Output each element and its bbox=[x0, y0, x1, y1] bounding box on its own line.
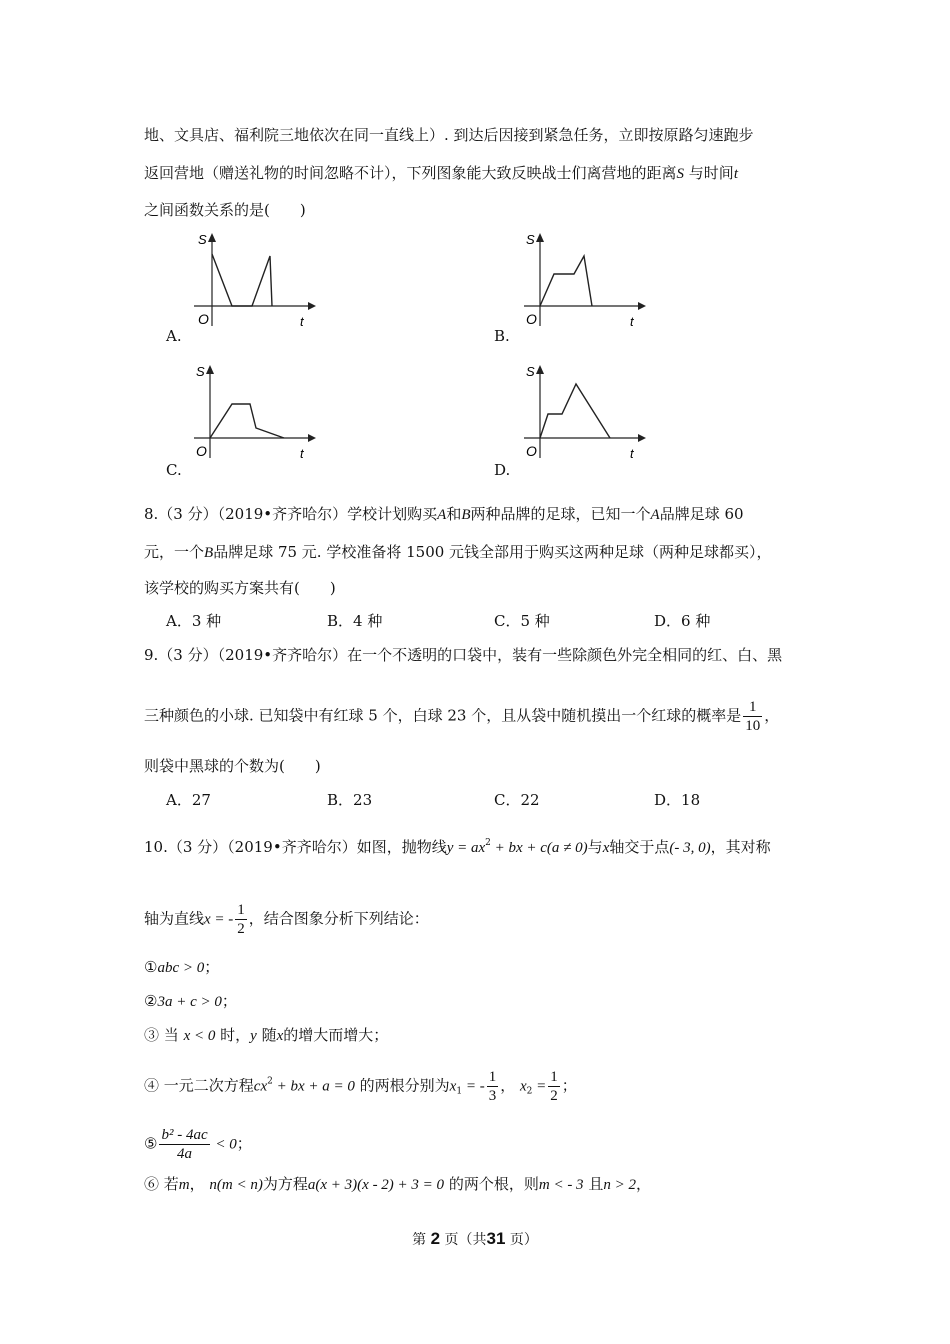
q8-option-a: A．3 种 bbox=[166, 612, 222, 630]
axis-x-label: t bbox=[300, 314, 304, 329]
graph-b bbox=[510, 230, 650, 330]
q10-conclusion-5: ⑤ $\frac{\text{b² - 4ac}}{4a}$ < 0； bbox=[144, 1127, 252, 1162]
q7-line-2: 返回营地（赠送礼物的时间忽略不计），下列图象能大致反映战士们离营地的距离S 与时间t bbox=[144, 164, 738, 182]
q8-line-2: 元，一个B品牌足球 75 元. 学校准备将 1500 元钱全部用于购买这两种足球（两种足球都买）， bbox=[144, 543, 772, 561]
axis-y-label: S bbox=[526, 364, 535, 379]
graph-c-label: C. bbox=[166, 461, 182, 479]
q10-conclusion-6: ⑥ 若m， n(m < n)为方程a(x + 3)(x - 2) + 3 = 0 的两个根，则m < - 3 且n > 2， bbox=[144, 1175, 651, 1193]
q9-option-c: C．22 bbox=[494, 791, 540, 809]
q8-option-b: B．4 种 bbox=[327, 612, 383, 630]
origin-label: O bbox=[526, 443, 537, 459]
q9-line-1: 9.（3 分）（2019•齐齐哈尔）在一个不透明的口袋中，装有一些除颜色外完全相同的红、白、黑 bbox=[144, 646, 783, 664]
q9-option-b: B．23 bbox=[327, 791, 373, 809]
axis-y-label: S bbox=[198, 232, 207, 247]
q10-line-2: 轴为直线x = - $\frac{1}{2}$ ，结合图象分析下列结论： bbox=[144, 902, 429, 937]
q10-conclusion-3: ③ 当 x < 0 时，y 随x的增大而增大； bbox=[144, 1026, 389, 1044]
q9-line-3: 则袋中黑球的个数为( ) bbox=[144, 757, 321, 775]
page-footer: 第 2 页（共31 页） bbox=[412, 1229, 538, 1248]
q10-line-1: 10.（3 分）（2019•齐齐哈尔）如图，抛物线$y = ax^2$ + bx + c(a ≠ 0)与x轴交于点(- 3, 0)，其对称 bbox=[144, 838, 771, 856]
origin-label: O bbox=[196, 443, 207, 459]
q10-conclusion-2: ②3a + c > 0； bbox=[144, 992, 237, 1010]
graph-a-label: A. bbox=[166, 327, 182, 345]
q8-line-3: 该学校的购买方案共有( ) bbox=[144, 579, 336, 597]
probability-fraction: $\frac{1}{10}$ bbox=[745, 699, 761, 734]
q7-line-1: 地、文具店、福利院三地依次在同一直线上）. 到达后因接到紧急任务，立即按原路匀速跑步 bbox=[144, 126, 754, 144]
axis-x-label: t bbox=[630, 314, 634, 329]
origin-label: O bbox=[526, 311, 537, 327]
q9-line-2: 三种颜色的小球. 已知袋中有红球 5 个，白球 23 个，且从袋中随机摸出一个红球的概率是 $\frac{1}{10}$ ， bbox=[144, 699, 780, 734]
q9-option-a: A．27 bbox=[166, 791, 211, 809]
axis-x-label: t bbox=[300, 446, 304, 461]
page-number: 2 bbox=[430, 1229, 441, 1248]
graph-a bbox=[180, 230, 320, 330]
q10-conclusion-4: ④ 一元二次方程$cx^2$ + bx + a = 0 的两根分别为$x_1$ = - $\frac{1}{3}$ ， $x_2$ = $\frac{1}{2}$ ； bbox=[144, 1069, 577, 1104]
q9-option-d: D．18 bbox=[654, 791, 701, 809]
axis-y-label: S bbox=[196, 364, 205, 379]
symmetry-axis-fraction: $\frac{1}{2}$ bbox=[237, 902, 245, 937]
q10-conclusion-1: ①abc > 0； bbox=[144, 958, 220, 976]
graph-c bbox=[180, 362, 320, 462]
q8-line-1: 8.（3 分）（2019•齐齐哈尔）学校计划购买A和B两种品牌的足球，已知一个A品牌足球 60 bbox=[144, 505, 744, 523]
q7-line-3: 之间函数关系的是( ) bbox=[144, 201, 306, 219]
axis-x-label: t bbox=[630, 446, 634, 461]
axis-y-label: S bbox=[526, 232, 535, 247]
q8-option-d: D．6 种 bbox=[654, 612, 711, 630]
graph-b-label: B. bbox=[494, 327, 510, 345]
graph-d-label: D. bbox=[494, 461, 511, 479]
q8-option-c: C．5 种 bbox=[494, 612, 550, 630]
origin-label: O bbox=[198, 311, 209, 327]
total-pages: 31 bbox=[486, 1229, 506, 1248]
graph-d bbox=[510, 362, 650, 462]
